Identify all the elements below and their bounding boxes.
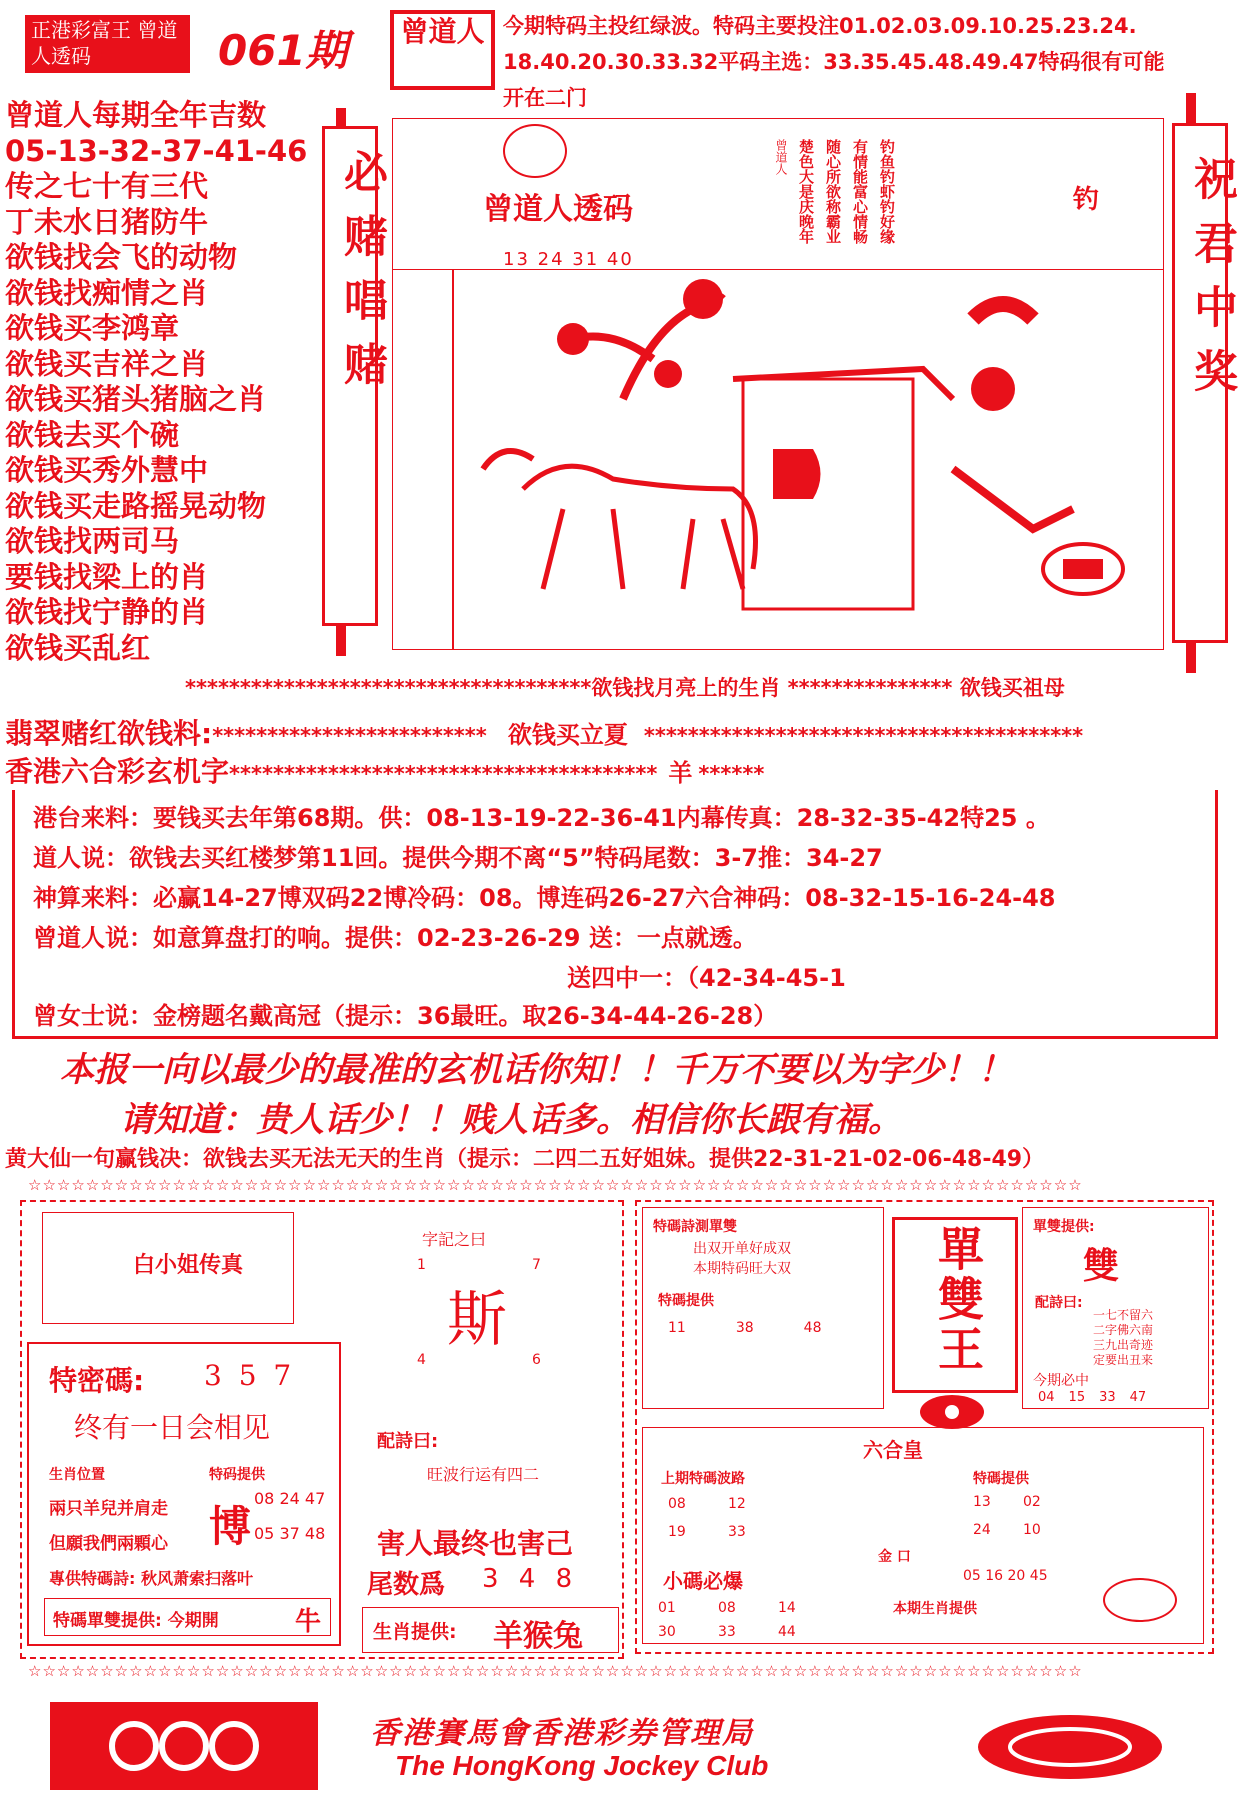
- scroll-title: 曾道人透码: [483, 192, 633, 227]
- shengxiao-label: 生肖位置: [49, 1467, 105, 1483]
- shi-line: 本期特码旺大双: [693, 1261, 791, 1277]
- poem-line-b: 但願我們兩顆心: [49, 1534, 168, 1554]
- peishi-line: 三九出奇迹: [1093, 1338, 1154, 1352]
- poem-col: 钓鱼钓虾钓好缘: [878, 139, 896, 244]
- jinqi-nums: [1038, 1390, 1146, 1405]
- tema-shi-box: [642, 1207, 884, 1409]
- tema-shi-title: 特碼詩測單雙: [653, 1219, 737, 1235]
- num: 38: [735, 1320, 754, 1336]
- peishi-line: 一七不留六: [1093, 1308, 1154, 1322]
- rod-right-bottom: [1186, 643, 1196, 673]
- num: 44: [778, 1624, 796, 1640]
- danshuang-box: [44, 1598, 331, 1636]
- list-item: 欲钱找痴情之肖: [5, 275, 209, 310]
- tema-tg-label: 特碼提供: [973, 1471, 1029, 1487]
- shangqi-grid: [668, 1496, 788, 1540]
- rod-right-top: [1186, 93, 1196, 123]
- sx-value: 羊猴兔: [493, 1619, 583, 1654]
- tema-label: 特密碼:: [49, 1364, 145, 1397]
- flower-icon: [917, 1392, 987, 1432]
- shangqi-label: 上期特碼波路: [661, 1471, 745, 1487]
- sx-box: [362, 1607, 619, 1653]
- list-item: 传之七十有三代: [5, 169, 209, 203]
- poem-line-a: 兩只羊兒并肩走: [49, 1499, 168, 1519]
- jinkou-label: 金 口: [878, 1549, 911, 1565]
- weishu-label: 尾数爲: [367, 1570, 446, 1600]
- weishu-value: 3 4 8: [482, 1564, 579, 1594]
- num: 33: [1099, 1390, 1116, 1405]
- info-row: 港台来料：要钱买去年第68期。供：08-13-19-22-36-41内幕传真：28-32-35-42特25 。: [33, 804, 1050, 832]
- num: 02: [1023, 1494, 1041, 1510]
- list-item: 欲钱买走路摇晃动物: [5, 488, 267, 523]
- scroll-painting: [322, 108, 1237, 668]
- tema-tg-grid: [973, 1494, 1073, 1538]
- slogan-2: 请知道：贵人话少！！贱人话多。相信你长跟有福。: [120, 1100, 902, 1140]
- teshu-label: 特码提供: [209, 1467, 265, 1483]
- scroll-roll-right: [1172, 123, 1237, 643]
- tema-value: 3 5 7: [204, 1359, 296, 1392]
- footer-right-emblem-icon: [975, 1712, 1165, 1782]
- send-line: 送四中一：（42-34-45-1: [567, 964, 846, 992]
- num: 15: [1068, 1390, 1086, 1405]
- shi-line: 出双开单好成双: [693, 1241, 791, 1257]
- xiaoma-grid: [658, 1600, 838, 1640]
- emblem-icon: [1103, 1578, 1177, 1622]
- riddle-lixia: 欲钱买立夏: [507, 721, 628, 749]
- peishi-lines: [1093, 1308, 1153, 1368]
- list-item: 欲钱找宁静的肖: [5, 595, 209, 629]
- num: 01: [658, 1600, 676, 1616]
- scroll-roll-left: [322, 126, 387, 626]
- list-item: 要钱找梁上的肖: [5, 559, 209, 594]
- danshuang-king-box: [892, 1217, 1018, 1393]
- tema-box: [27, 1342, 341, 1646]
- num: 33: [718, 1624, 736, 1640]
- info-box: [12, 790, 1218, 1039]
- stars-filler: *************************************: [185, 676, 592, 700]
- jade-label: 翡翠赌红欲钱料:: [5, 717, 213, 750]
- poem-col: 随心所欲称霸业: [824, 139, 842, 244]
- danshuang-char: 雙: [1083, 1246, 1120, 1287]
- star-divider: ☆☆☆☆☆☆☆☆☆☆☆☆☆☆☆☆☆☆☆☆☆☆☆☆☆☆☆☆☆☆☆☆☆☆☆☆☆☆☆☆☆☆☆☆☆☆☆☆☆☆☆☆☆☆☆☆☆☆☆☆☆☆☆☆☆☆☆☆☆☆☆☆☆: [28, 1662, 1083, 1680]
- masthead-logo: 正港彩富王 曾道人透码: [25, 15, 190, 73]
- danshuang-king: 單雙王: [931, 1225, 985, 1375]
- liuhe-title: 六合皇: [863, 1438, 923, 1462]
- list-item: 丁未水日猪防牛: [5, 204, 209, 239]
- peishi: 配詩曰:: [1035, 1295, 1083, 1311]
- bottom-right-panel: [635, 1200, 1214, 1654]
- riddle-moon: 欲钱找月亮上的生肖: [591, 676, 781, 700]
- stars-filler: ***************************************: [229, 762, 658, 786]
- danshuang-label: 特碼單雙提供: 今期開: [53, 1611, 219, 1631]
- scroll-side-char: 钓: [1073, 185, 1100, 215]
- zi-ji-label: 字記之曰: [422, 1230, 487, 1249]
- star-divider: ☆☆☆☆☆☆☆☆☆☆☆☆☆☆☆☆☆☆☆☆☆☆☆☆☆☆☆☆☆☆☆☆☆☆☆☆☆☆☆☆☆☆☆☆☆☆☆☆☆☆☆☆☆☆☆☆☆☆☆☆☆☆☆☆☆☆☆☆☆☆☆☆☆: [28, 1176, 1083, 1194]
- star-line-3: [5, 750, 764, 790]
- num: 10: [1023, 1522, 1041, 1538]
- baixiaojie-box: [42, 1212, 294, 1324]
- painting-panel: [392, 118, 1164, 650]
- rod-left-bottom: [336, 626, 346, 656]
- jockey-club-logo-icon: [50, 1702, 318, 1790]
- peishi-line: 定要出丑来: [1093, 1353, 1154, 1367]
- scroll-right-text: 祝君中奖: [1186, 156, 1237, 412]
- num: 13: [973, 1494, 991, 1510]
- rod-left-top: [336, 108, 346, 126]
- footer-left-emblem: [50, 1702, 318, 1790]
- horse-painting-illustration: [393, 269, 1163, 649]
- info-row: 道人说：欲钱去买红楼梦第11回。提供今期不离“5”特码尾数：3-7推：34-27: [33, 844, 883, 872]
- list-item: 曾道人每期全年吉数: [5, 98, 267, 132]
- num: 30: [658, 1624, 676, 1640]
- tema-nums: [668, 1320, 821, 1336]
- issue-number: 061期: [218, 26, 348, 75]
- stars-filler: *************************: [212, 724, 487, 748]
- stars-filler: ****************************************: [643, 724, 1084, 748]
- num: 48: [803, 1320, 822, 1336]
- bottom-left-panel: [20, 1200, 624, 1659]
- scroll-numbers: 13 24 31 40: [503, 249, 634, 270]
- num: 24: [973, 1522, 991, 1538]
- baixiaojie-title: 白小姐传真: [133, 1253, 244, 1278]
- small-nums: 05 16 20 45: [963, 1568, 1048, 1584]
- info-row: 神算来料：必赢14-27博双码22博冷码：08。博连码26-27六合神码：08-32-15-16-24-48: [33, 884, 1056, 912]
- list-item: 欲钱买李鸿章: [5, 311, 180, 345]
- num: 47: [1129, 1390, 1147, 1405]
- star-line-1: [185, 672, 1065, 702]
- peishi-text: 旺波行运有四二: [427, 1465, 540, 1484]
- star-line-2: [5, 712, 1083, 752]
- big-character: 斯: [447, 1285, 507, 1355]
- left-riddle-list: [5, 98, 325, 666]
- danshuang-tigong-box: [1022, 1207, 1209, 1409]
- tema-tigong: 特碼提供: [658, 1293, 714, 1309]
- horse-medallion-icon: [503, 124, 567, 178]
- num: 08: [668, 1496, 686, 1512]
- tema-phrase: 终有一日会相见: [74, 1411, 271, 1444]
- poem-col: 楚色大是庆晚年: [797, 139, 815, 244]
- num: 33: [728, 1524, 746, 1540]
- sx-label: 生肖提供:: [373, 1621, 457, 1643]
- info-row: 曾道人说：如意算盘打的响。提供：02-23-26-29 送：一点就透。: [33, 924, 757, 952]
- top-line-1: 今期特码主投红绿波。特码主要投注01.02.03.09.10.25.23.24.: [503, 14, 1137, 38]
- list-item: 欲钱买秀外慧中: [5, 453, 209, 487]
- slogan-1: 本报一向以最少的最准的玄机话你知！！千万不要以为字少！！: [60, 1050, 1012, 1090]
- list-item: 欲钱找两司马: [5, 524, 180, 558]
- poem-col: 有情能富心情畅: [851, 139, 869, 244]
- list-item: 欲钱去买个碗: [5, 417, 180, 452]
- corner-num: 1: [417, 1257, 426, 1273]
- danshuang-tigong-label: 單雙提供:: [1033, 1219, 1095, 1235]
- seal-stamp: 曾道人: [390, 10, 495, 90]
- peishi-label: 配詩曰:: [377, 1431, 439, 1452]
- poem-col: 曾道人: [774, 139, 788, 175]
- liuhe-box: [642, 1427, 1204, 1644]
- mystery-char: 羊: [668, 759, 693, 787]
- footer-cn: 香港賽馬會香港彩券管理局: [370, 1716, 754, 1751]
- huang-daxian-line: 黄大仙一句赢钱决：欲钱去买无法无天的生肖（提示：二四二五好姐妹。提供22-31-21-02-06-48-49）: [5, 1147, 1045, 1172]
- corner-num: 4: [417, 1352, 426, 1368]
- num: 14: [778, 1600, 796, 1616]
- peishi-line: 二字佛六南: [1093, 1323, 1154, 1337]
- nums-a: 08 24 47: [254, 1489, 326, 1508]
- scroll-poem: [773, 139, 898, 244]
- list-item: 欲钱买乱红: [5, 630, 151, 665]
- num: 04: [1038, 1390, 1055, 1405]
- bo-character: 博: [209, 1502, 252, 1551]
- num: 11: [668, 1320, 686, 1336]
- list-item: 欲钱买吉祥之肖: [5, 346, 209, 381]
- harm-line: 害人最终也害己: [377, 1527, 574, 1560]
- top-line-2: 18.40.20.30.33.32平码主选：33.35.45.48.49.47特码很有可能: [503, 50, 1165, 74]
- list-item: 05-13-32-37-41-46: [5, 133, 308, 168]
- num: 12: [728, 1496, 746, 1512]
- lady-line: 曾女士说：金榜题名戴高冠（提示：36最旺。取26-34-44-26-28）: [33, 1002, 778, 1030]
- mystery-label: 香港六合彩玄机字: [5, 755, 230, 788]
- list-item: 欲钱找会飞的动物: [5, 240, 238, 274]
- bqsx-label: 本期生肖提供: [893, 1601, 977, 1617]
- top-line-3: 开在二门: [503, 86, 587, 110]
- riddle-grandmother: 欲钱买祖母: [959, 676, 1065, 700]
- corner-num: 7: [532, 1257, 541, 1273]
- list-item: 欲钱买猪头猪脑之肖: [5, 382, 267, 416]
- stars-filler: ***************: [787, 676, 953, 700]
- corner-num: 6: [532, 1352, 541, 1368]
- nums-b: 05 37 48: [254, 1524, 326, 1543]
- stars-filler: ******: [698, 762, 765, 786]
- special-poem: 專供特碼詩: 秋风萧索扫落叶: [49, 1569, 253, 1588]
- jinqi-label: 今期必中: [1033, 1373, 1089, 1389]
- xiaoma-label: 小碼必爆: [663, 1569, 743, 1593]
- scroll-left-text: 必赌唱赌: [336, 149, 387, 405]
- num: 19: [668, 1524, 686, 1540]
- niu-char: 牛: [295, 1607, 322, 1637]
- num: 08: [718, 1600, 736, 1616]
- footer-en: The HongKong Jockey Club: [395, 1750, 769, 1781]
